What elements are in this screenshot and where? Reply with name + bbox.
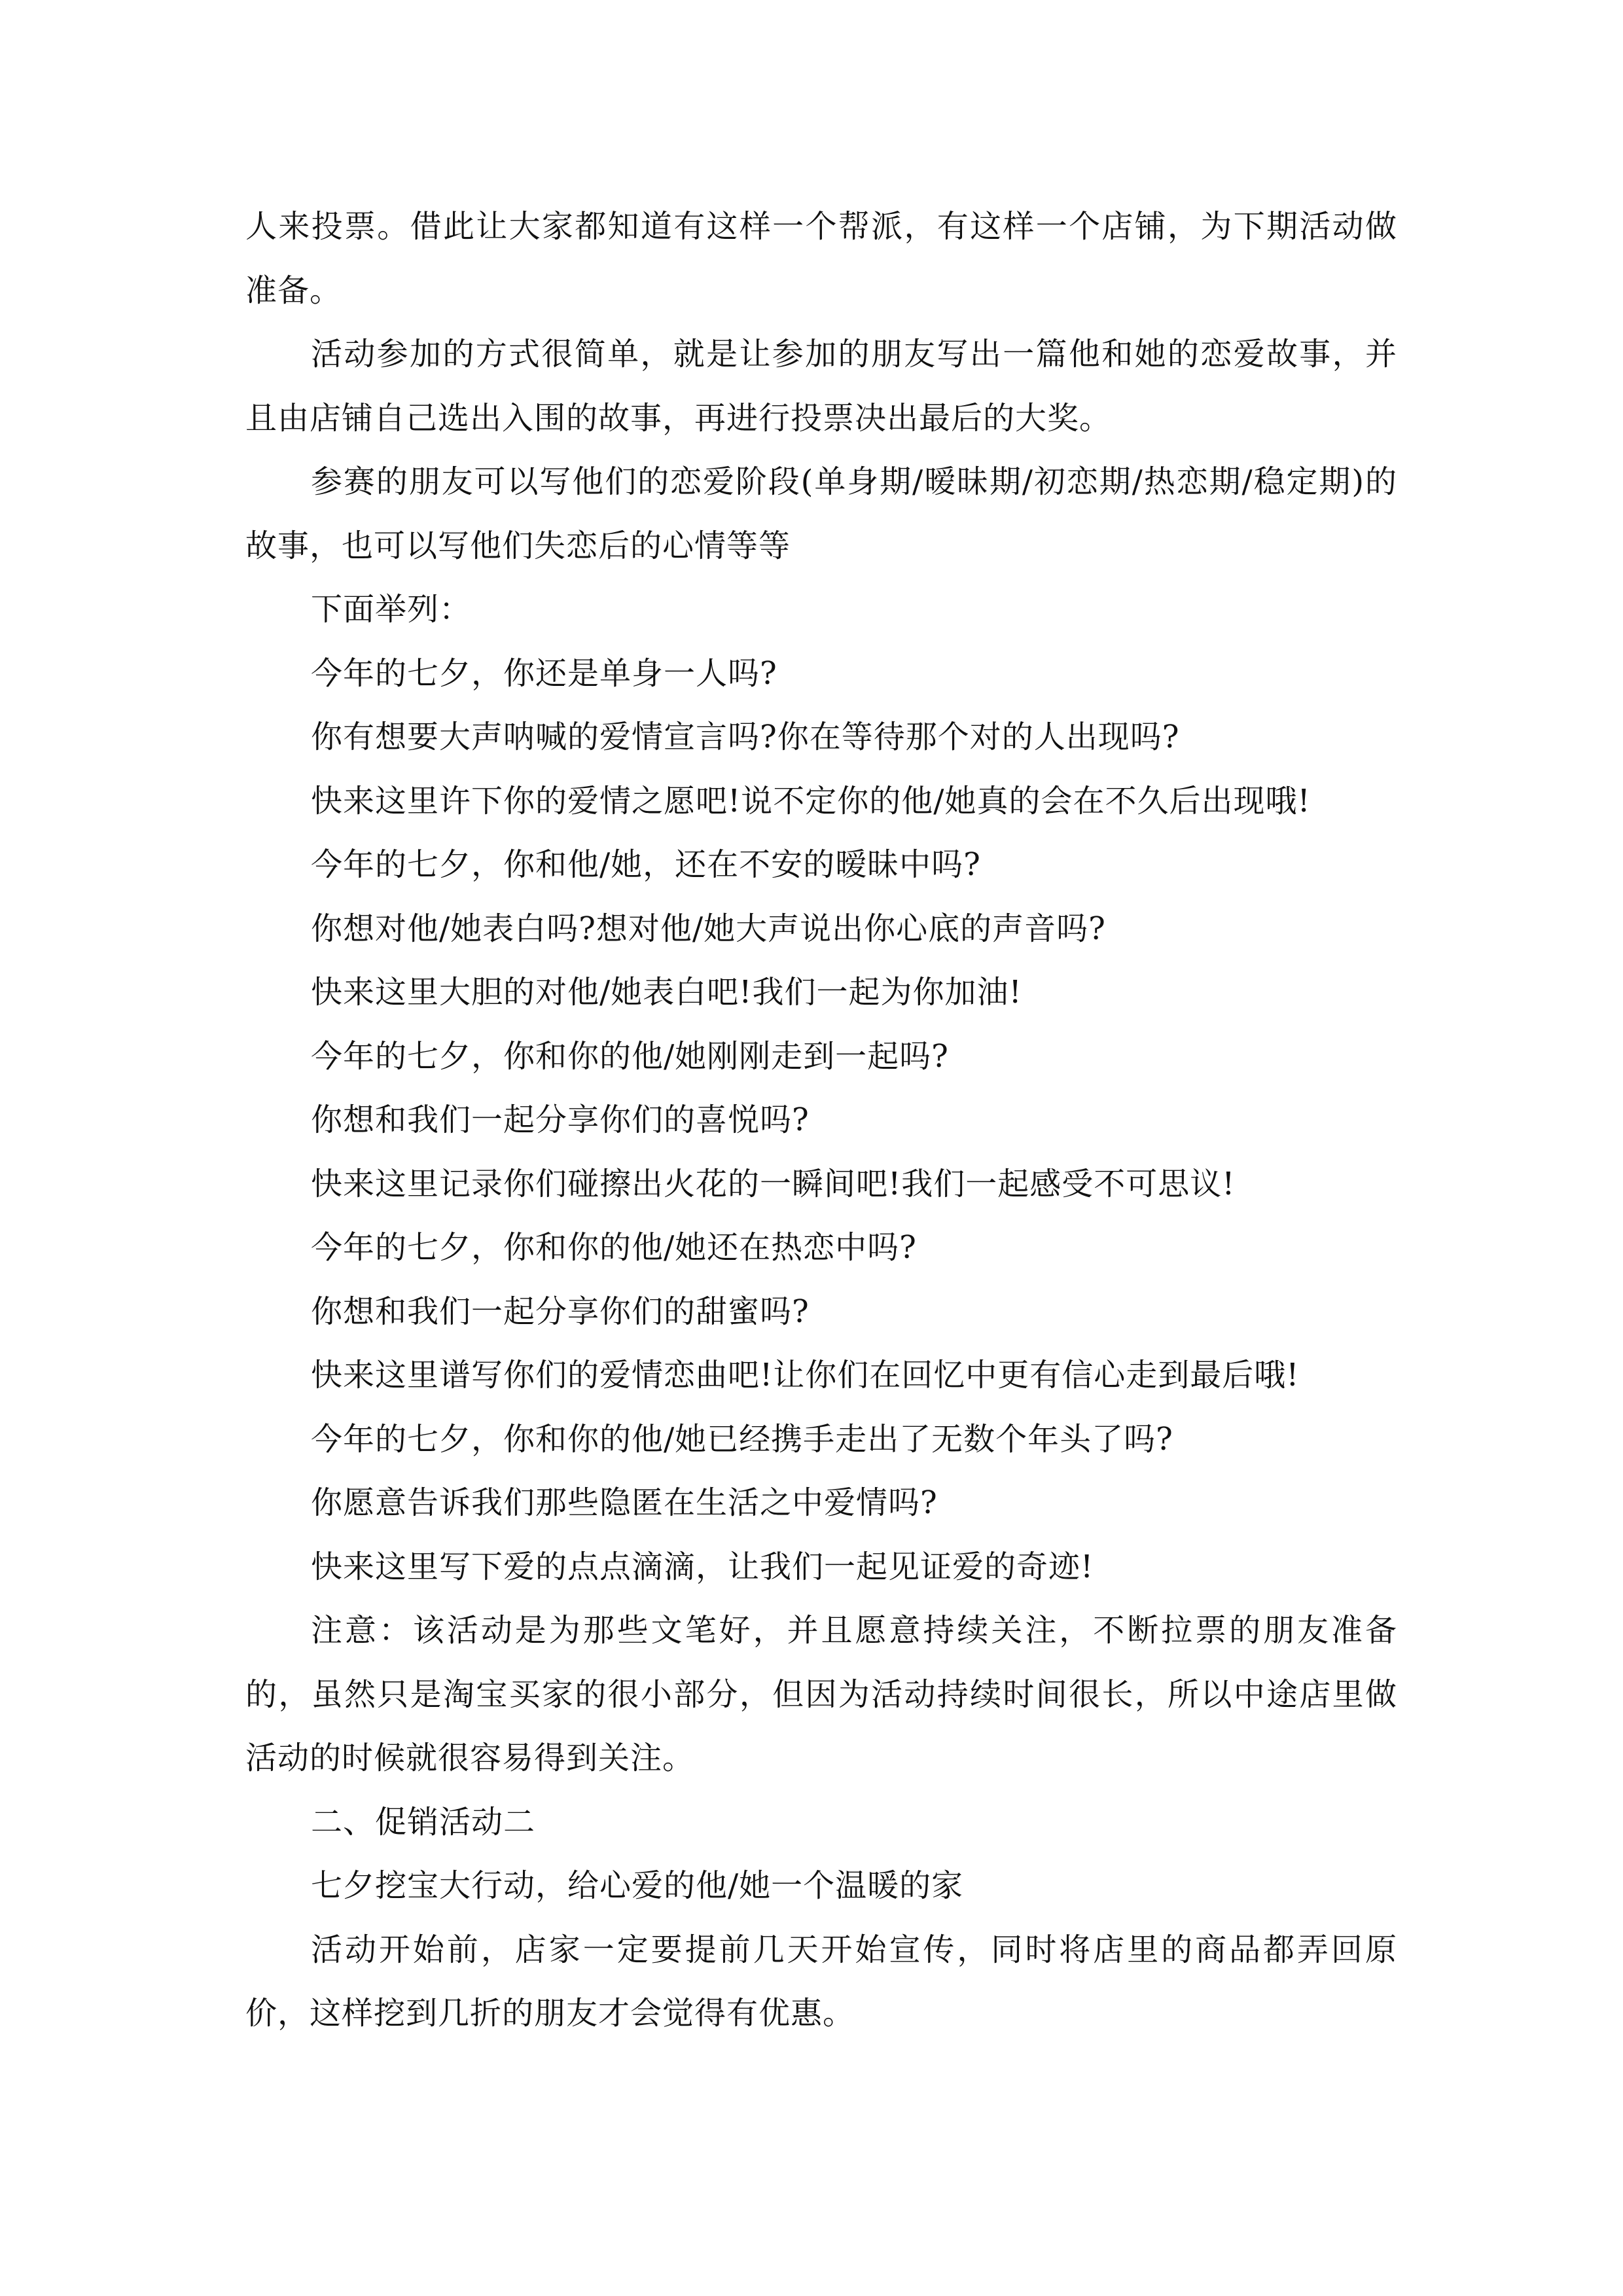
paragraph: 今年的七夕，你和你的他/她还在热恋中吗? [311, 1229, 917, 1266]
paragraph: 参赛的朋友可以写他们的恋爱阶段(单身期/暧昧期/初恋期/热恋期/稳定期)的故事，也可以写他们失恋后的心情等等 [245, 463, 1397, 564]
paragraph: 你想和我们一起分享你们的喜悦吗? [311, 1102, 810, 1138]
paragraph: 快来这里许下你的爱情之愿吧!说不定你的他/她真的会在不久后出现哦! [311, 782, 1311, 819]
paragraph: 快来这里记录你们碰擦出火花的一瞬间吧!我们一起感受不可思议! [311, 1165, 1236, 1202]
paragraph: 活动开始前，店家一定要提前几天开始宣传，同时将店里的商品都弄回原价，这样挖到几折的朋友才会觉得有优惠。 [245, 1931, 1397, 2032]
section-heading: 二、促销活动二 [311, 1803, 536, 1840]
paragraph: 今年的七夕，你还是单身一人吗? [311, 655, 777, 692]
paragraph: 你有想要大声呐喊的爱情宣言吗?你在等待那个对的人出现吗? [311, 719, 1180, 755]
paragraph: 今年的七夕，你和你的他/她刚刚走到一起吗? [311, 1037, 949, 1075]
paragraph: 注意：该活动是为那些文笔好，并且愿意持续关注，不断拉票的朋友准备的，虽然只是淘宝买家的很小部分，但因为活动持续时间很长，所以中途店里做活动的时候就很容易得到关注。 [245, 1612, 1397, 1776]
paragraph: 人来投票。借此让大家都知道有这样一个帮派，有这样一个店铺，为下期活动做准备。 [245, 208, 1397, 309]
paragraph: 你愿意告诉我们那些隐匿在生活之中爱情吗? [311, 1484, 938, 1521]
paragraph: 快来这里写下爱的点点滴滴，让我们一起见证爱的奇迹! [311, 1548, 1094, 1585]
paragraph: 今年的七夕，你和他/她，还在不安的暧昧中吗? [311, 846, 981, 883]
paragraph: 活动参加的方式很简单，就是让参加的朋友写出一篇他和她的恋爱故事，并且由店铺自己选出入围的故事，再进行投票决出最后的大奖。 [245, 336, 1397, 437]
paragraph: 快来这里大胆的对他/她表白吧!我们一起为你加油! [311, 974, 1022, 1011]
paragraph: 你想对他/她表白吗?想对他/她大声说出你心底的声音吗? [311, 910, 1106, 947]
paragraph: 你想和我们一起分享你们的甜蜜吗? [311, 1293, 810, 1330]
paragraph: 下面举列： [311, 591, 472, 628]
paragraph: 七夕挖宝大行动，给心爱的他/她一个温暖的家 [311, 1867, 964, 1904]
paragraph: 快来这里谱写你们的爱情恋曲吧!让你们在回忆中更有信心走到最后哦! [311, 1357, 1300, 1393]
document-body [245, 195, 1397, 2046]
paragraph: 今年的七夕，你和你的他/她已经携手走出了无数个年头了吗? [311, 1420, 1173, 1458]
